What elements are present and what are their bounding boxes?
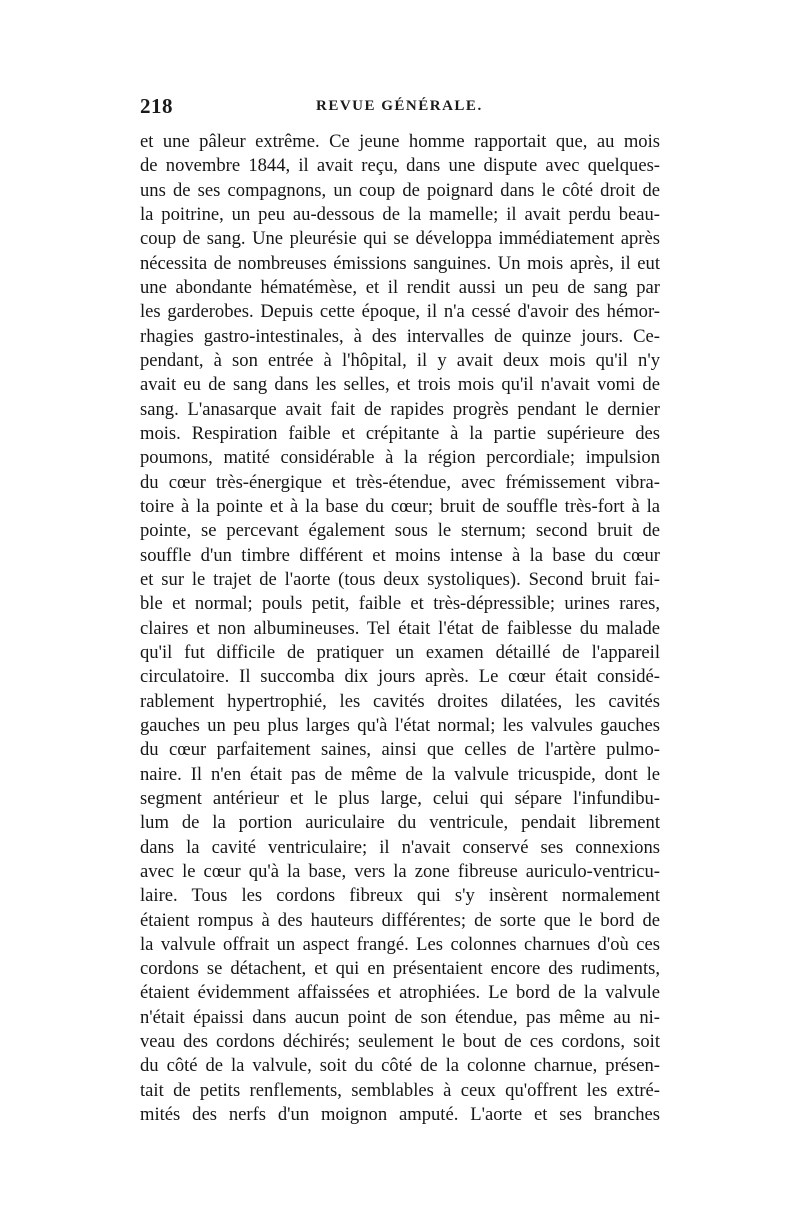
text-line: naire. Il n'en était pas de même de la valvule tricuspide, dont le xyxy=(140,763,660,785)
text-line: veau des cordons déchirés; seulement le bout de ces cordons, soit xyxy=(140,1031,660,1053)
text-line: qu'il fut difficile de pratiquer un examen détaillé de l'appareil xyxy=(140,641,660,663)
text-line: et sur le trajet de l'aorte (tous deux systoliques). Second bruit fai- xyxy=(140,568,660,590)
text-line: sang. L'anasarque avait fait de rapides progrès pendant le dernier xyxy=(140,398,660,420)
text-line: souffle d'un timbre différent et moins intense à la base du cœur xyxy=(140,544,660,566)
text-line: claires et non albumineuses. Tel était l'état de faiblesse du malade xyxy=(140,617,660,639)
text-line: la poitrine, un peu au-dessous de la mamelle; il avait perdu beau- xyxy=(140,203,660,225)
text-line: étaient évidemment affaissées et atrophiées. Le bord de la valvule xyxy=(140,982,660,1004)
text-line: mois. Respiration faible et crépitante à la partie supérieure des xyxy=(140,422,660,444)
text-line: avec le cœur qu'à la base, vers la zone fibreuse auriculo-ventricu- xyxy=(140,860,660,882)
text-line: gauches un peu plus larges qu'à l'état normal; les valvules gauches xyxy=(140,714,660,736)
text-line: la valvule offrait un aspect frangé. Les colonnes charnues d'où ces xyxy=(140,933,660,955)
text-line: toire à la pointe et à la base du cœur; bruit de souffle très-fort à la xyxy=(140,495,660,517)
text-line: du côté de la valvule, soit du côté de la colonne charnue, présen- xyxy=(140,1055,660,1077)
page-header xyxy=(140,94,660,124)
text-line: et une pâleur extrême. Ce jeune homme rapportait que, au mois xyxy=(140,131,660,152)
text-line: segment antérieur et le plus large, celui qui sépare l'infundibu- xyxy=(140,787,660,809)
text-line: coup de sang. Une pleurésie qui se développa immédiatement après xyxy=(140,228,660,250)
text-line: cordons se détachent, et qui en présentaient encore des rudiments, xyxy=(140,958,660,980)
text-line: poumons, matité considérable à la région percordiale; impulsion xyxy=(140,447,660,469)
text-line: circulatoire. Il succomba dix jours après. Le cœur était considé- xyxy=(140,666,660,688)
text-line: pointe, se percevant également sous le sternum; second bruit de xyxy=(140,520,660,542)
text-line: du cœur très-énergique et très-étendue, avec frémissement vibra- xyxy=(140,471,660,493)
text-line: tait de petits renflements, semblables à ceux qu'offrent les extré- xyxy=(140,1079,660,1101)
text-line: n'était épaissi dans aucun point de son étendue, pas même au ni- xyxy=(140,1006,660,1028)
running-title: REVUE GÉNÉRALE. xyxy=(316,98,483,114)
text-line: une abondante hématémèse, et il rendit aussi un peu de sang par xyxy=(140,276,660,298)
text-line: du cœur parfaitement saines, ainsi que celles de l'artère pulmo- xyxy=(140,739,660,761)
text-line: avait eu de sang dans les selles, et trois mois qu'il n'avait vomi de xyxy=(140,374,660,396)
text-line: rhagies gastro-intestinales, à des intervalles de quinze jours. Ce- xyxy=(140,325,660,347)
text-line: lum de la portion auriculaire du ventricule, pendait librement xyxy=(140,812,660,834)
body-text xyxy=(140,130,660,1127)
text-line: mités des nerfs d'un moignon amputé. L'aorte et ses branches xyxy=(140,1104,660,1126)
text-line: uns de ses compagnons, un coup de poignard dans le côté droit de xyxy=(140,179,660,201)
text-line: de novembre 1844, il avait reçu, dans une dispute avec quelques- xyxy=(140,155,660,177)
text-line: laire. Tous les cordons fibreux qui s'y insèrent normalement xyxy=(140,885,660,907)
text-line: dans la cavité ventriculaire; il n'avait conservé ses connexions xyxy=(140,836,660,858)
text-line: ble et normal; pouls petit, faible et très-dépressible; urines rares, xyxy=(140,593,660,615)
page-number: 218 xyxy=(140,94,173,118)
text-line: étaient rompus à des hauteurs différentes; de sorte que le bord de xyxy=(140,909,660,931)
text-line: pendant, à son entrée à l'hôpital, il y avait deux mois qu'il n'y xyxy=(140,349,660,371)
text-line: nécessita de nombreuses émissions sanguines. Un mois après, il eut xyxy=(140,252,660,274)
text-line: les garderobes. Depuis cette époque, il n'a cessé d'avoir des hémor- xyxy=(140,301,660,323)
text-line: rablement hypertrophié, les cavités droites dilatées, les cavités xyxy=(140,690,660,712)
